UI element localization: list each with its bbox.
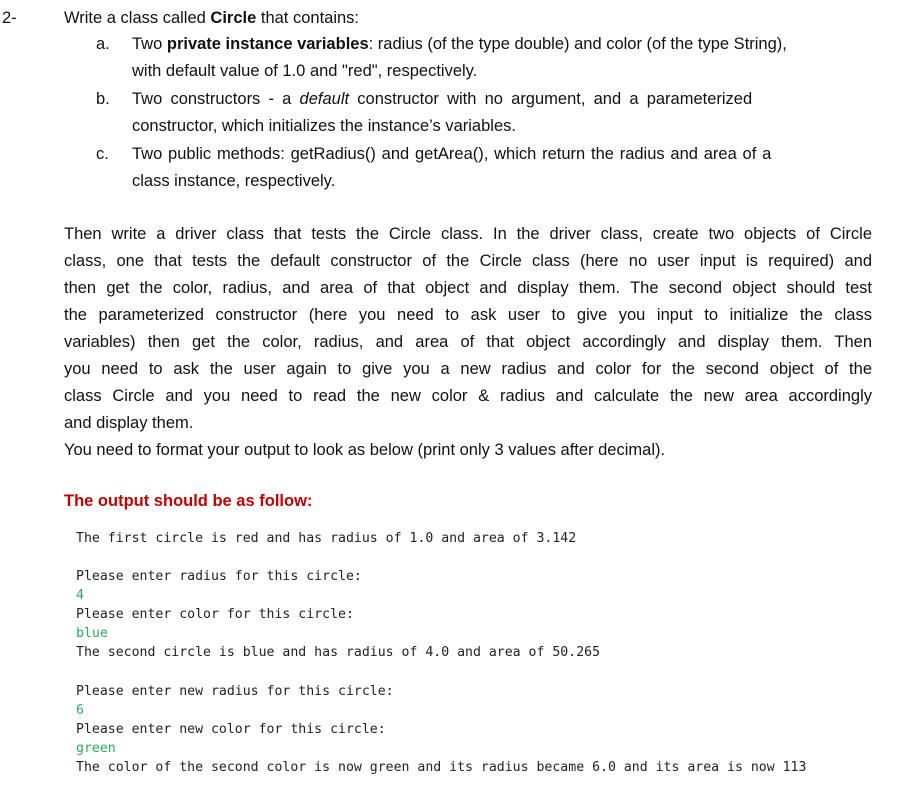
paragraph-line: class Circle and you need to read the new color & radius and calculate the new area accordingly: [64, 387, 872, 405]
driver-paragraph: [64, 221, 872, 464]
console-line: Please enter new color for this circle:: [76, 722, 386, 737]
console-output-third: [76, 682, 806, 777]
console-output-first: [76, 529, 576, 548]
list-item-b: [96, 86, 876, 140]
console-line: The color of the second color is now green and its radius became 6.0 and its area is now 113: [76, 760, 807, 775]
console-output-second: [76, 567, 600, 662]
list-item-label: c.: [96, 145, 109, 163]
console-user-input: blue: [76, 626, 108, 641]
console-user-input: 4: [76, 588, 84, 603]
console-line: Please enter color for this circle:: [76, 607, 354, 622]
question-class-name: Circle: [210, 9, 257, 27]
list-item-line: Two private instance variables: radius (of the type double) and color (of the type String),: [132, 35, 787, 53]
console-line: The first circle is red and has radius of 1.0 and area of 3.142: [76, 531, 577, 546]
list-item-line: Two public methods: getRadius() and getArea(), which return the radius and area of a: [132, 145, 772, 163]
list-item-line: with default value of 1.0 and "red", respectively.: [132, 62, 478, 80]
emphasis-italic: default: [299, 90, 350, 108]
console-line: Please enter new radius for this circle:: [76, 684, 394, 699]
list-item-label: b.: [96, 90, 110, 108]
paragraph-line: you need to ask the user again to give you a new radius and color for the second object of the: [64, 360, 872, 378]
list-item-c: [96, 141, 876, 195]
paragraph-line: then get the color, radius, and area of that object and display them. The second object should test: [64, 279, 872, 297]
list-item-line: constructor, which initializes the instance’s variables.: [132, 117, 516, 135]
console-line: The second circle is blue and has radius of 4.0 and area of 50.265: [76, 645, 601, 660]
list-item-label: a.: [96, 35, 110, 53]
question-number: 2-: [2, 9, 17, 27]
paragraph-line: Then write a driver class that tests the Circle class. In the driver class, create two objects of Circle: [64, 225, 872, 243]
list-item-a: [96, 31, 876, 85]
output-heading: The output should be as follow:: [64, 492, 313, 510]
paragraph-line: and display them.: [64, 414, 194, 432]
question-intro-prefix: Write a class called: [64, 9, 211, 27]
question-intro-suffix: that contains:: [256, 9, 360, 27]
paragraph-line: variables) then get the color, radius, and area of that object accordingly and display them. Then: [64, 333, 872, 351]
list-item-line: class instance, respectively.: [132, 172, 336, 190]
paragraph-line: You need to format your output to look as below (print only 3 values after decimal).: [64, 441, 666, 459]
list-item-line: Two constructors - a default constructor with no argument, and a parameterized: [132, 90, 753, 108]
question-header: [2, 7, 359, 29]
emphasis-bold: private instance variables: [166, 35, 369, 53]
console-user-input: 6: [76, 703, 84, 718]
paragraph-line: class, one that tests the default constructor of the Circle class (here no user input is required) and: [64, 252, 872, 270]
console-user-input: green: [76, 741, 116, 756]
paragraph-line: the parameterized constructor (here you need to ask user to give you input to initialize the class: [64, 306, 872, 324]
console-line: Please enter radius for this circle:: [76, 569, 362, 584]
